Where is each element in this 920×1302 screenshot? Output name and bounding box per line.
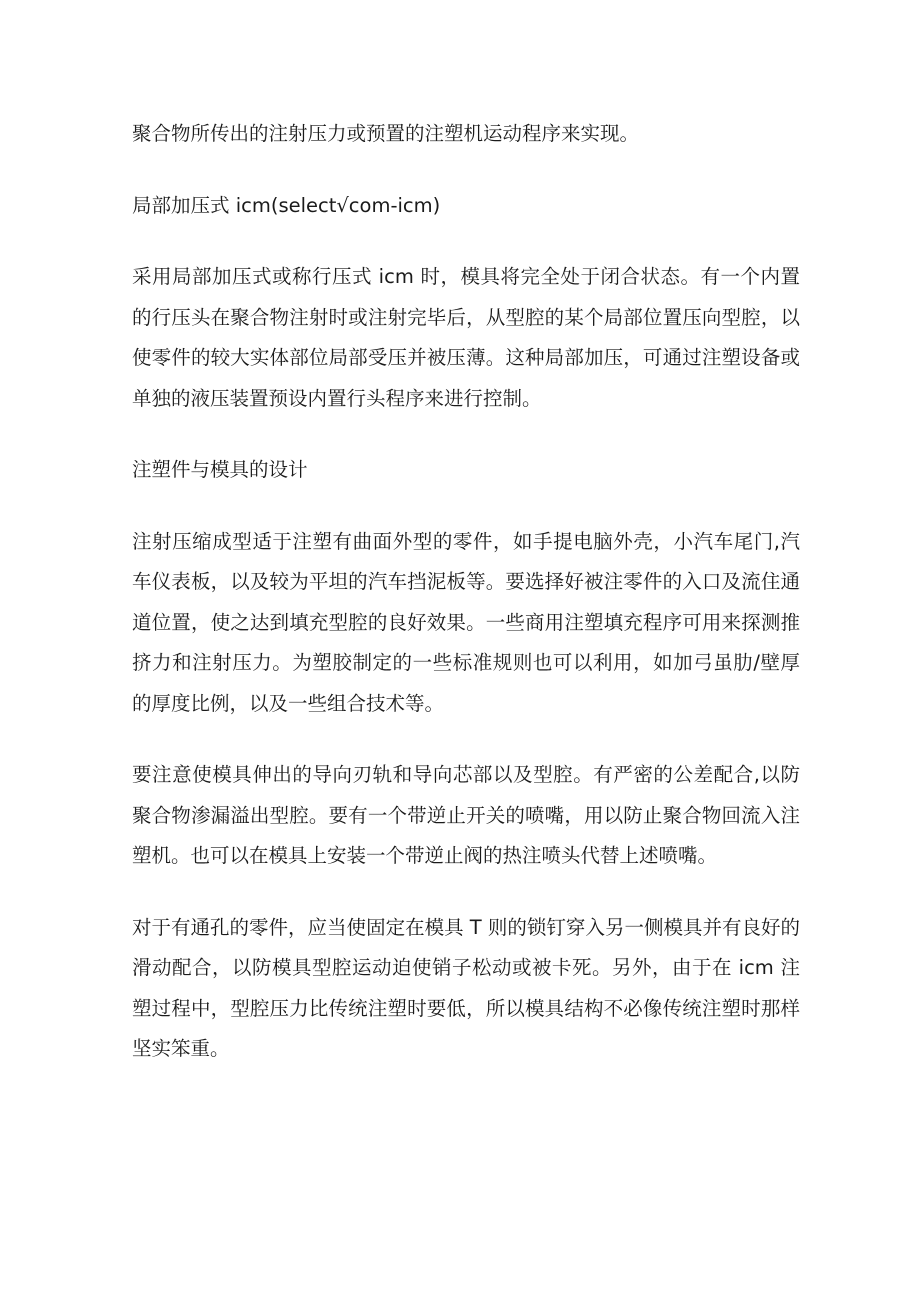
paragraph-through-holes: 对于有通孔的零件，应当使固定在模具 T 则的锁钉穿入另一侧模具并有良好的滑动配合，以防模具型腔运动迫使销子松动或被卡死。另外，由于在 icm 注塑过程中，型腔压力比传统注塑时要低，所以模具结构不必像传统注塑时那样坚实笨重。 xyxy=(132,915,800,1060)
section-heading-local-pressure: 局部加压式 icm(select√com-icm) xyxy=(132,193,441,217)
section-heading-design: 注塑件与模具的设计 xyxy=(132,458,308,481)
paragraph-mold-guides: 要注意使模具伸出的导向刃轨和导向芯部以及型腔。有严密的公差配合,以防聚合物渗漏溢出型腔。要有一个带逆止开关的喷嘴，用以防止聚合物回流入注塑机。也可以在模具上安装一个带逆止阀的热注喷头代替上述喷嘴。 xyxy=(132,763,800,867)
paragraph-local-pressure: 采用局部加压式或称行压式 icm 时，模具将完全处于闭合状态。有一个内置的行压头在聚合物注射时或注射完毕后，从型腔的某个局部位置压向型腔，以使零件的较大实体部位局部受压并被压薄。这种局部加压，可通过注塑设备或单独的液压装置预设内置行头程序来进行控制。 xyxy=(132,265,800,410)
paragraph-design-overview: 注射压缩成型适于注塑有曲面外型的零件，如手提电脑外壳，小汽车尾门,汽车仪表板，以及较为平坦的汽车挡泥板等。要选择好被注零件的入口及流住通道位置，使之达到填充型腔的良好效果。一些商用注塑填充程序可用来探测推挤力和注射压力。为塑胶制定的一些标准规则也可以利用，如加弓虽肋/壁厚的厚度比例，以及一些组合技术等。 xyxy=(132,529,800,715)
document-body xyxy=(132,114,800,1101)
paragraph-continuation: 聚合物所传出的注射压力或预置的注塑机运动程序来实现。 xyxy=(132,122,640,145)
